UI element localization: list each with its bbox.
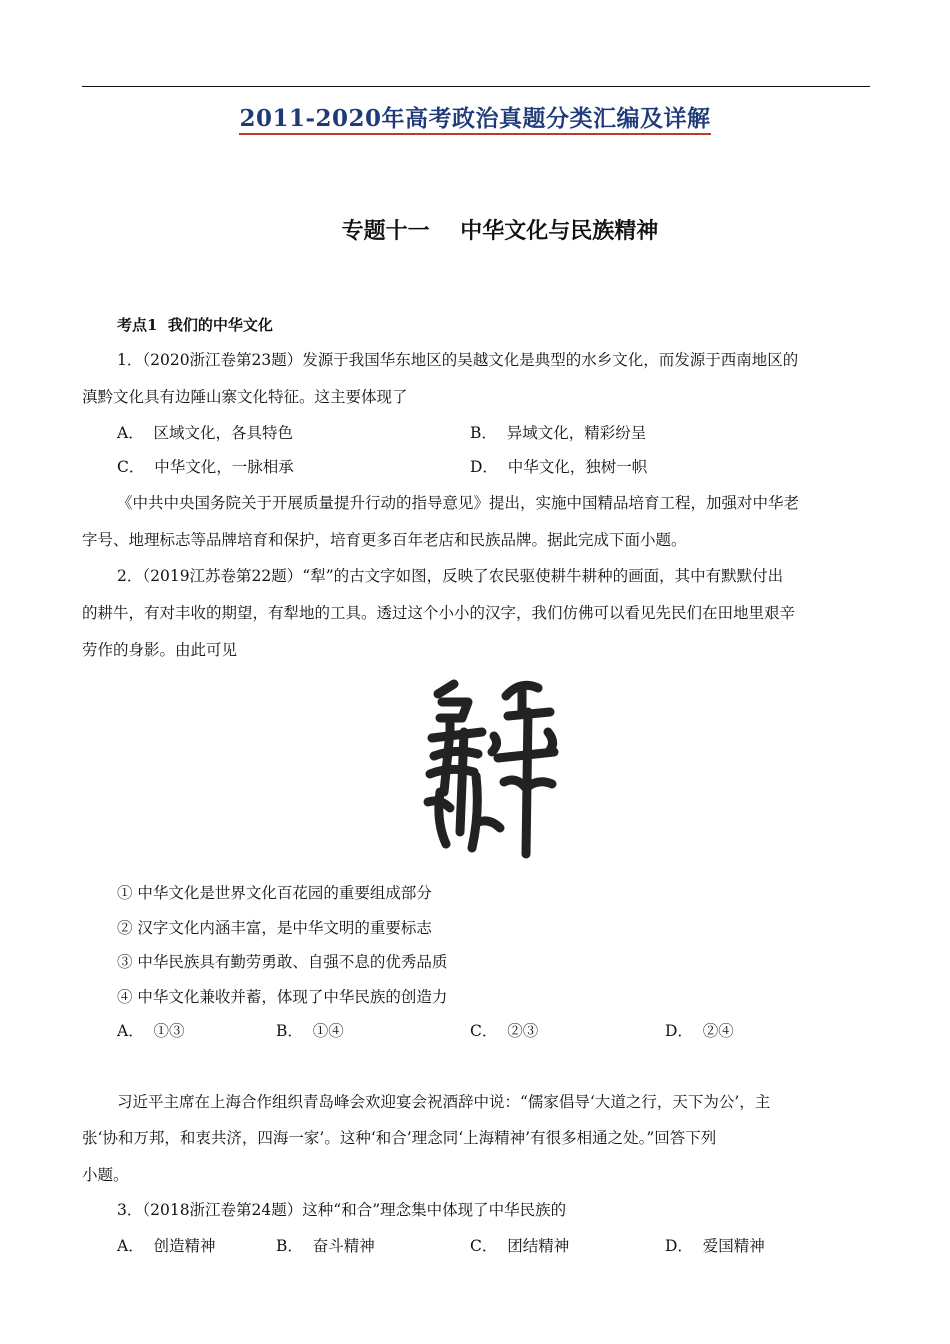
q2-stem-line2: 的耕牛，有对丰收的期望，有犁地的工具。透过这个小小的汉字，我们仿佛可以看见先民们在田地里艰辛: [82, 604, 796, 622]
material2-line2: 字号、地理标志等品牌培育和保护，培育更多百年老店和民族品牌。据此完成下面小题。: [82, 531, 687, 549]
q1-option-d: D． 中华文化，独树一帜: [470, 458, 648, 476]
q2-statement-1: ① 中华文化是世界文化百花园的重要组成部分: [117, 884, 432, 902]
material3-line2: 张‘协和万邦，和衷共济，四海一家’。这种‘和合’理念同‘上海精神’有很多相通之处。”回答下列: [82, 1129, 717, 1147]
material2-line1: 《中共中央国务院关于开展质量提升行动的指导意见》提出，实施中国精品培育工程，加强对中华老: [117, 494, 800, 512]
q2-option-a: A． ①③: [117, 1022, 185, 1040]
q2-option-c: C． ②③: [470, 1022, 539, 1040]
q1-option-b: B． 异域文化，精彩纷呈: [470, 424, 647, 442]
q1-option-a: A． 区域文化，各具特色: [117, 424, 294, 442]
q2-statement-3: ③ 中华民族具有勤劳勇敢、自强不息的优秀品质: [117, 953, 448, 971]
q2-option-d: D． ②④: [665, 1022, 734, 1040]
kaodian-heading: 考点1 我们的中华文化: [117, 316, 273, 334]
q1-option-c: C． 中华文化，一脉相承: [117, 458, 294, 476]
q2-stem-line1: 2．（2019江苏卷第22题）“犁”的古文字如图，反映了农民驱使耕牛耕种的画面，其中有默默付出: [117, 567, 784, 585]
q2-option-b: B． ①④: [276, 1022, 344, 1040]
q1-stem-line2: 滇黔文化具有边陲山寨文化特征。这主要体现了: [82, 388, 408, 406]
q2-stem-line3: 劳作的身影。由此可见: [82, 641, 238, 659]
q1-stem-line1: 1．（2020浙江卷第23题）发源于我国华东地区的吴越文化是典型的水乡文化，而发源于西南地区的: [117, 351, 799, 369]
q3-stem-line1: 3．（2018浙江卷第24题）这种“和合”理念集中体现了中华民族的: [117, 1201, 567, 1219]
q3-option-d: D． 爱国精神: [665, 1237, 765, 1255]
q2-statement-4: ④ 中华文化兼收并蓄，体现了中华民族的创造力: [117, 988, 448, 1006]
q3-option-c: C． 团结精神: [470, 1237, 570, 1255]
ancient-li-character-image: [420, 672, 565, 862]
header-rule: [82, 86, 870, 87]
document-title: 2011-2020年高考政治真题分类汇编及详解: [0, 100, 950, 133]
q3-option-b: B． 奋斗精神: [276, 1237, 375, 1255]
material3-line3: 小题。: [82, 1166, 129, 1184]
q3-option-a: A． 创造精神: [117, 1237, 216, 1255]
material3-line1: 习近平主席在上海合作组织青岛峰会欢迎宴会祝酒辞中说：“儒家倡导‘大道之行，天下为公’，主: [117, 1093, 771, 1111]
section-title: 专题十一 中华文化与民族精神: [341, 219, 659, 244]
q2-statement-2: ② 汉字文化内涵丰富，是中华文明的重要标志: [117, 919, 432, 937]
